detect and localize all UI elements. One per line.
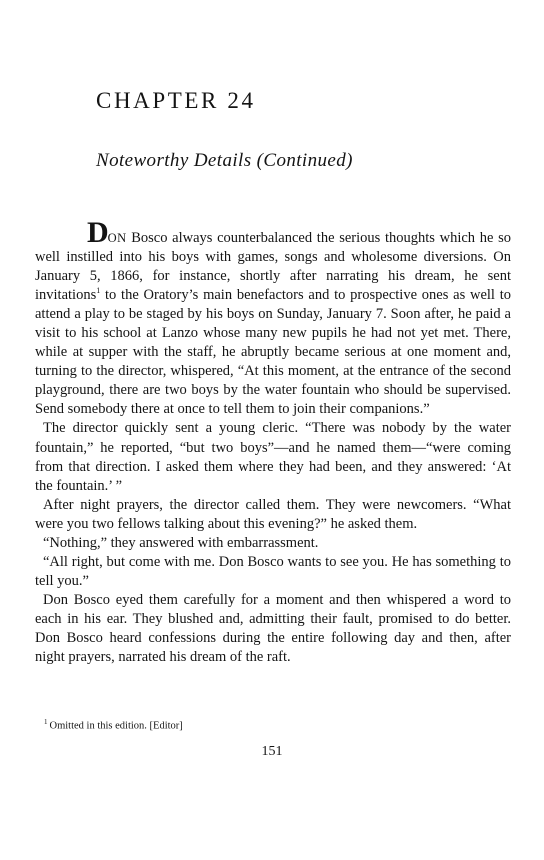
page-number: 151 — [261, 744, 283, 759]
footnote-marker: 1 — [44, 718, 48, 726]
paragraph-1 — [35, 216, 511, 419]
paragraph-1-text-b: to the Oratory’s main benefactors and to prospective ones as well to attend a play to be staged by his boys on Sunday, January 7. Soon after, he paid a visit to his school at Lanzo whose many new pupils he had not yet met. There, while at supper with the staff, he abruptly became serious at one moment and, turning to the director, whispered, “At this moment, at the entrance of the second playground, there are two boys by the water fountain who should be supervised. Send somebody there at once to tell them to join their companions.” — [35, 287, 511, 418]
footnote-text: Omitted in this edition. [Editor] — [49, 720, 183, 732]
footnote-reference: 1 — [96, 286, 101, 296]
chapter-heading: CHAPTER 24 — [96, 88, 256, 113]
chapter-subtitle: Noteworthy Details (Continued) — [96, 150, 353, 171]
body-text — [35, 216, 511, 667]
opening-small-caps: ON — [107, 231, 127, 245]
paragraph-2: The director quickly sent a young cleric. “There was nobody by the water fountain,” he reported, “but two boys”—and he named them—“were coming from that direction. I asked them where they had been, and they answered: ‘At the fountain.’ ” — [35, 420, 511, 494]
paragraph-1-text-a: Bosco always counterbalanced the serious thoughts which he so well instilled into his boys with games, songs and wholesome diversions. On January 5, 1866, for instance, shortly after narrating his dream, he sent invitations — [35, 230, 511, 304]
paragraph-6: Don Bosco eyed them carefully for a moment and then whispered a word to each in his ear. They blushed and, admitting their fault, promised to do better. Don Bosco heard confessions during the entire following day and then, after night prayers, narrated his dream of the raft. — [35, 591, 511, 666]
paragraph-4: “Nothing,” they answered with embarrassment. — [43, 534, 319, 551]
footnote — [44, 718, 183, 732]
paragraph-5: “All right, but come with me. Don Bosco wants to see you. He has something to tell you.” — [35, 553, 511, 589]
paragraph-3: After night prayers, the director called them. They were newcomers. “What were you two fellows talking about this evening?” he asked them. — [35, 496, 511, 532]
drop-cap: D — [87, 216, 108, 249]
